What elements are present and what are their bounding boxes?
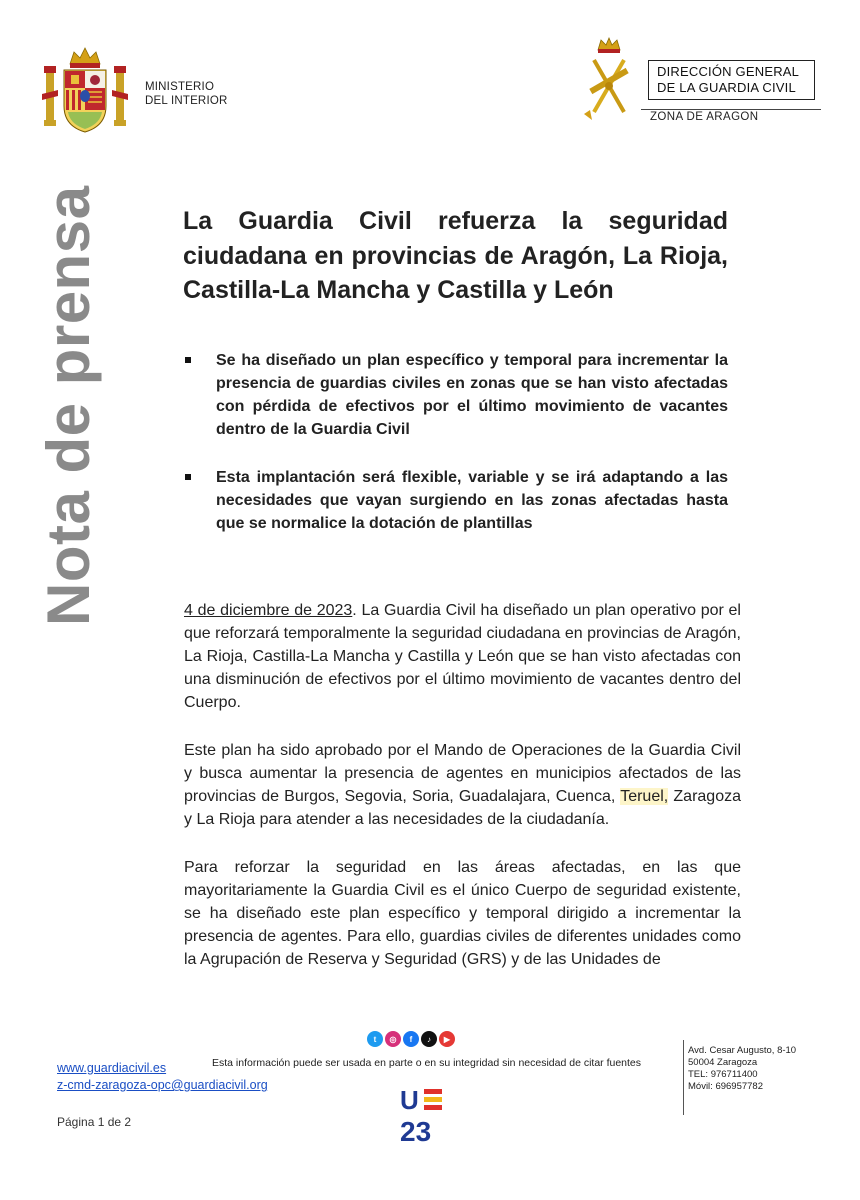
page-number: Página 1 de 2 xyxy=(57,1115,132,1129)
eu-presidency-2023-logo-icon xyxy=(398,1085,448,1145)
release-date: 4 de diciembre de 2023 xyxy=(184,602,353,619)
bullet-text: Esta implantación será flexible, variable y se irá adaptando a las necesidades que vayan surgiendo en las zonas afectadas hasta que se normalice la dotación de plantillas xyxy=(216,469,728,532)
bullet-text: Se ha diseñado un plan específico y temporal para incrementar la presencia de guardias civiles en zonas que se han visto afectadas con pérdida de efectivos por el último movimiento de vacantes dentro de la Guardia Civil xyxy=(216,352,728,438)
address-phone: TEL: 976711400 xyxy=(688,1069,758,1080)
guardia-civil-emblem-icon xyxy=(578,36,640,124)
footer-disclaimer: Esta información puede ser usada en parte o en su integridad sin necesidad de citar fuentes xyxy=(212,1057,642,1069)
youtube-icon[interactable]: ▶ xyxy=(439,1031,455,1047)
ministry-name xyxy=(145,80,228,108)
ue-logo-letter: U xyxy=(400,1085,419,1115)
body-paragraph-2 xyxy=(184,739,741,831)
footer-links xyxy=(57,1060,268,1094)
zone-label: ZONA DE ARAGON xyxy=(650,111,759,123)
paragraph-text: . La Guardia Civil ha diseñado un plan operativo por el que reforzará temporalmente la seguridad ciudadana en provincias de Aragón, La Rioja, Castilla-La Mancha y Castilla y León que se han visto afectadas con una disminución de efectivos por el último movimiento de vacantes dentro del Cuerpo. xyxy=(184,602,741,711)
directorate-box xyxy=(648,60,815,100)
tiktok-icon[interactable]: ♪ xyxy=(421,1031,437,1047)
ministry-line-2: DEL INTERIOR xyxy=(145,95,228,107)
instagram-icon[interactable]: ◎ xyxy=(385,1031,401,1047)
facebook-icon[interactable]: f xyxy=(403,1031,419,1047)
body-paragraph-1 xyxy=(184,599,741,714)
address-line: 50004 Zaragoza xyxy=(688,1057,758,1068)
summary-bullet-list xyxy=(183,349,728,560)
bullet-square-icon xyxy=(185,474,191,480)
summary-bullet xyxy=(183,349,728,441)
email-link[interactable]: z-cmd-zaragoza-opc@guardiacivil.org xyxy=(57,1078,268,1092)
twitter-icon[interactable]: t xyxy=(367,1031,383,1047)
header-divider xyxy=(641,109,821,110)
highlighted-text: Teruel, xyxy=(620,788,669,805)
directorate-line-2: DE LA GUARDIA CIVIL xyxy=(657,80,796,95)
social-icons xyxy=(367,1031,455,1047)
address-divider xyxy=(683,1040,684,1115)
summary-bullet xyxy=(183,466,728,535)
spanish-coat-of-arms-icon xyxy=(42,44,128,136)
postal-address xyxy=(688,1045,796,1093)
paragraph-text: Zaragoza y La Rioja para atender a las necesidades de la ciudadanía. xyxy=(184,788,741,828)
article-body xyxy=(184,599,741,996)
ministry-line-1: MINISTERIO xyxy=(145,81,215,93)
press-release-vertical-label: Nota de prensa xyxy=(35,185,102,626)
bullet-square-icon xyxy=(185,357,191,363)
ue-logo-number: 23 xyxy=(400,1116,432,1145)
directorate-line-1: DIRECCIÓN GENERAL xyxy=(657,64,800,79)
address-mobile: Móvil: 696957782 xyxy=(688,1081,763,1092)
paragraph-text: Este plan ha sido aprobado por el Mando de Operaciones de la Guardia Civil y busca aumentar la presencia de agentes en municipios afectados de las provincias de Burgos, Segovia, Soria, Guadalajara, Cuenca, xyxy=(184,742,741,805)
body-paragraph-3: Para reforzar la seguridad en las áreas afectadas, en las que mayoritariamente la Guardia Civil es el único Cuerpo de seguridad existente, se ha diseñado este plan específico y temporal dirigido a incrementar la presencia de agentes. Para ello, guardias civiles de diferentes unidades como la Agrupación de Reserva y Seguridad (GRS) y de las Unidades de xyxy=(184,859,741,968)
website-link[interactable]: www.guardiacivil.es xyxy=(57,1061,167,1075)
address-line: Avd. Cesar Augusto, 8-10 xyxy=(688,1045,797,1056)
page-title: La Guardia Civil refuerza la seguridad ciudadana en provincias de Aragón, La Rioja, Castilla-La Mancha y Castilla y León xyxy=(183,207,728,304)
